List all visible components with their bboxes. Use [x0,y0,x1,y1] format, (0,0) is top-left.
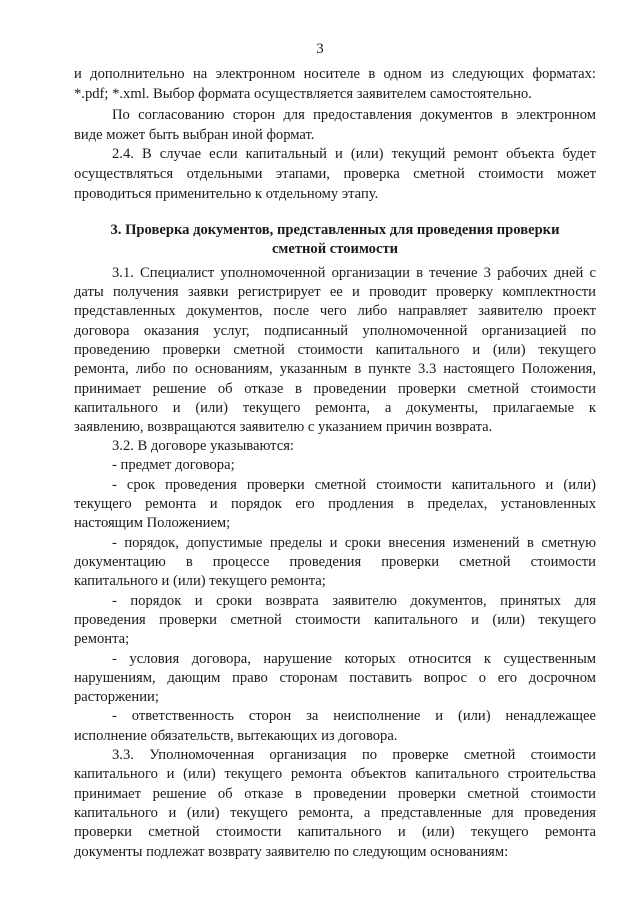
text-line: ремонта; [74,631,130,647]
text-line: документы подлежат возврату заявителю по следующим основаниям: [74,844,509,860]
text-line: принимает решение об отказе в проведении проверки сметной стоимости [74,786,596,802]
text-line: капитального и (или) текущего ремонта, а представленные для проведения [74,805,596,821]
text-line: 3.2. В договоре указываются: [112,438,294,454]
text-line: 2.4. В случае если капитальный и (или) текущий ремонт объекта будет [112,146,596,162]
text-line: настоящим Положением; [74,515,231,531]
text-line: капитального и (или) текущего ремонта, а документы, прилагаемые к [74,400,596,416]
text-line: - срок проведения проверки сметной стоимости капитального и (или) [112,477,596,493]
text-line: проводиться применительно к отдельному этапу. [74,186,379,202]
text-line: капитального и (или) текущего ремонта; [74,573,326,589]
page-number: 3 [316,41,324,57]
text-line: документацию в процессе проведения проверки сметной стоимости [74,554,596,570]
text-line: *.pdf; *.xml. Выбор формата осуществляется заявителем самостоятельно. [74,86,532,102]
text-line: заявлению, возвращаются заявителю с указанием причин возврата. [74,419,493,435]
text-line: и дополнительно на электронном носителе в одном из следующих форматах: [74,66,596,82]
text-line: - порядок и сроки возврата заявителю документов, принятых для [112,593,596,609]
text-line: 3.3. Уполномоченная организация по проверке сметной стоимости [112,747,596,763]
text-line: - порядок, допустимые пределы и сроки внесения изменений в сметную [112,535,596,551]
text-line: ремонта, либо по основаниям, указанным в пункте 3.3 настоящего Положения, [74,361,596,377]
text-line: нарушениям, дающим право сторонам поставить вопрос о его досрочном [74,670,596,686]
text-line: осуществляться отдельными этапами, проверка сметной стоимости может [74,166,596,182]
text-line: 3.1. Специалист уполномоченной организации в течение 3 рабочих дней с [112,265,596,281]
text-line: капитального и (или) текущего ремонта объектов капитального строительства [74,766,596,782]
text-line: По согласованию сторон для предоставления документов в электронном [112,107,596,123]
text-line: виде может быть выбран иной формат. [74,127,315,143]
text-line: договора оказания услуг, подписанный уполномоченной организацией по [74,323,596,339]
text-line: - предмет договора; [112,457,235,473]
section-heading-line: 3. Проверка документов, представленных для проведения проверки [110,222,560,238]
text-line: проверки сметной стоимости капитального и (или) текущего ремонта [74,824,596,840]
text-line: - условия договора, нарушение которых относится к существенным [112,651,596,667]
text-line: исполнение обязательств, вытекающих из договора. [74,728,398,744]
text-line: принимает решение об отказе в проведении проверки сметной стоимости [74,381,596,397]
text-line: даты получения заявки регистрирует ее и проводит проверку комплектности [74,284,596,300]
text-line: проведения проверки сметной стоимости капитального и (или) текущего [74,612,596,628]
text-line: представленных документов, после чего либо направляет заявителю проект [74,303,596,319]
text-line: расторжении; [74,689,159,705]
text-line: - ответственность сторон за неисполнение и (или) ненадлежащее [112,708,596,724]
section-heading-line: сметной стоимости [271,241,399,257]
text-line: текущего ремонта и порядок его продления в пределах, установленных [74,496,596,512]
text-line: проведению проверки сметной стоимости капитального и (или) текущего [74,342,596,358]
